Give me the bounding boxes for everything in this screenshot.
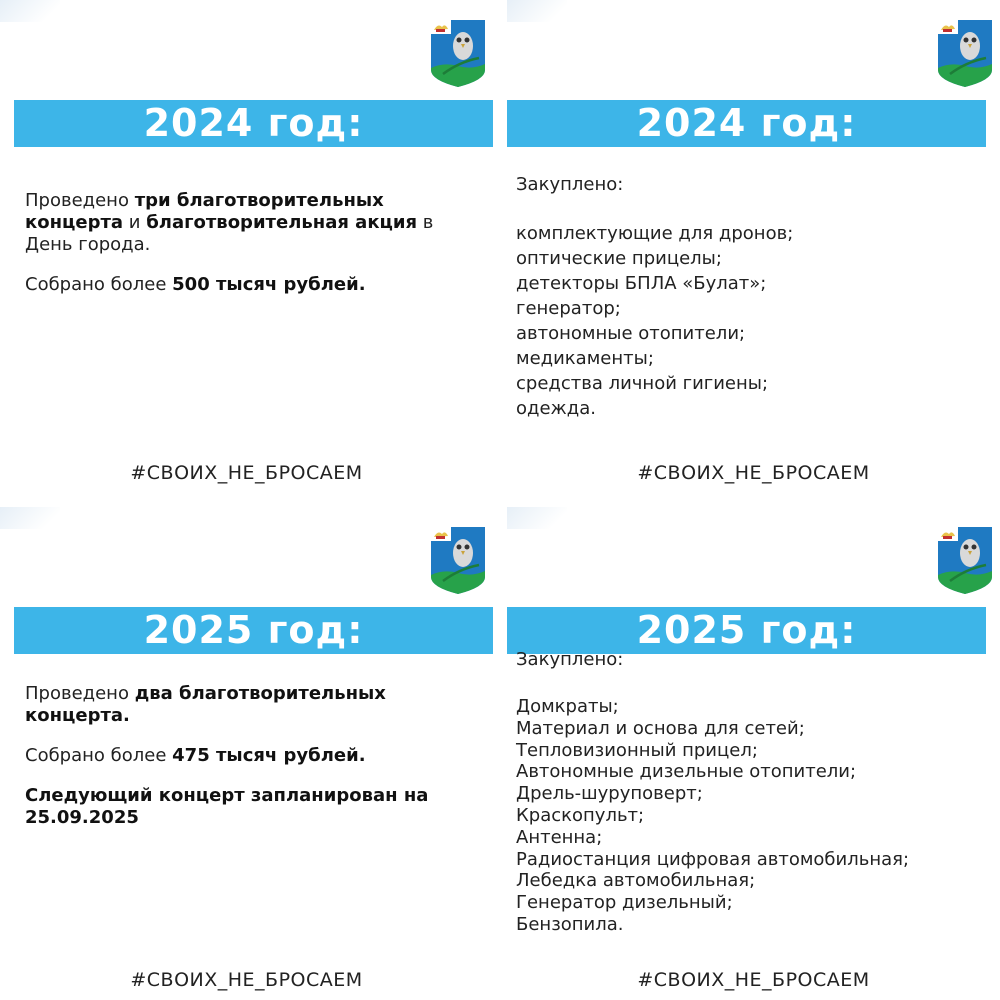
- text-span: и: [123, 212, 147, 233]
- bold-span: Следующий концерт запланирован на 25.09.2025: [25, 785, 429, 828]
- list-item: Краскопульт;: [516, 804, 645, 826]
- text-span: в День города.: [25, 212, 434, 255]
- text-span: Проведено: [25, 683, 135, 704]
- bold-span: благотворительная акция: [146, 212, 418, 233]
- list-item: Радиостанция цифровая автомобильная;: [516, 848, 910, 870]
- list-item: Антенна;: [516, 826, 603, 848]
- list-item: комплектующие для дронов;: [516, 223, 794, 244]
- list-intro: Закуплено:: [516, 174, 624, 195]
- year-banner: [507, 607, 986, 654]
- list-item: автономные отопители;: [516, 323, 746, 344]
- coat-of-arms-icon: [936, 525, 994, 595]
- hashtag: #СВОИХ_НЕ_БРОСАЕМ: [637, 462, 870, 484]
- corner-decoration: [507, 507, 567, 529]
- bold-span: три благотворительных концерта: [25, 190, 384, 233]
- hashtag: #СВОИХ_НЕ_БРОСАЕМ: [130, 969, 363, 991]
- text-span: Собрано более: [25, 274, 173, 295]
- list-item: Домкраты;: [516, 696, 619, 717]
- year-banner: [507, 100, 986, 147]
- bold-span: 500 тысяч рублей.: [172, 274, 366, 295]
- text-span: Собрано более: [25, 745, 173, 766]
- corner-decoration: [0, 0, 60, 22]
- banner-title: 2024 год:: [636, 101, 857, 145]
- list-item: медикаменты;: [516, 348, 654, 369]
- list-item: детекторы БПЛА «Булат»;: [516, 273, 767, 294]
- card-2024-concerts: [0, 0, 493, 493]
- purchase-list: [516, 696, 990, 936]
- banner-title: 2024 год:: [143, 101, 364, 145]
- coat-of-arms-icon: [429, 525, 487, 595]
- hashtag: #СВОИХ_НЕ_БРОСАЕМ: [130, 462, 363, 484]
- list-item: Материал и основа для сетей;: [516, 717, 805, 739]
- coat-of-arms-icon: [429, 18, 487, 88]
- card-2025-concerts: [0, 507, 493, 1000]
- banner-title: 2025 год:: [636, 608, 857, 652]
- card-text: [516, 649, 990, 936]
- list-item: Лебедка автомобильная;: [516, 870, 756, 892]
- card-text: [516, 174, 990, 421]
- hashtag: #СВОИХ_НЕ_БРОСАЕМ: [637, 969, 870, 991]
- list-item: Бензопила.: [516, 913, 624, 935]
- list-item: Автономные дизельные отопители;: [516, 761, 857, 783]
- text-span: Проведено: [25, 190, 135, 211]
- events-paragraph: [25, 190, 463, 256]
- list-intro: Закуплено:: [516, 649, 624, 670]
- events-paragraph: [25, 683, 463, 727]
- corner-decoration: [507, 0, 567, 22]
- list-item: Дрель-шуруповерт;: [516, 783, 703, 805]
- list-item: Генератор дизельный;: [516, 892, 733, 914]
- purchase-list: [516, 221, 990, 421]
- list-item: Тепловизионный прицел;: [516, 739, 758, 761]
- corner-decoration: [0, 507, 60, 529]
- card-2025-purchases: [507, 507, 1000, 1000]
- card-2024-purchases: [507, 0, 1000, 493]
- list-item: одежда.: [516, 398, 596, 419]
- list-item: генератор;: [516, 298, 621, 319]
- bold-span: два благотворительных концерта.: [25, 683, 386, 726]
- raised-paragraph: [25, 274, 463, 296]
- banner-title: 2025 год:: [143, 608, 364, 652]
- list-item: оптические прицелы;: [516, 248, 722, 269]
- card-text: [25, 190, 463, 314]
- year-banner: [14, 100, 493, 147]
- list-item: средства личной гигиены;: [516, 373, 769, 394]
- card-text: [25, 683, 463, 847]
- coat-of-arms-icon: [936, 18, 994, 88]
- bold-span: 475 тысяч рублей.: [172, 745, 366, 766]
- year-banner: [14, 607, 493, 654]
- next-concert-paragraph: [25, 785, 463, 829]
- raised-paragraph: [25, 745, 463, 767]
